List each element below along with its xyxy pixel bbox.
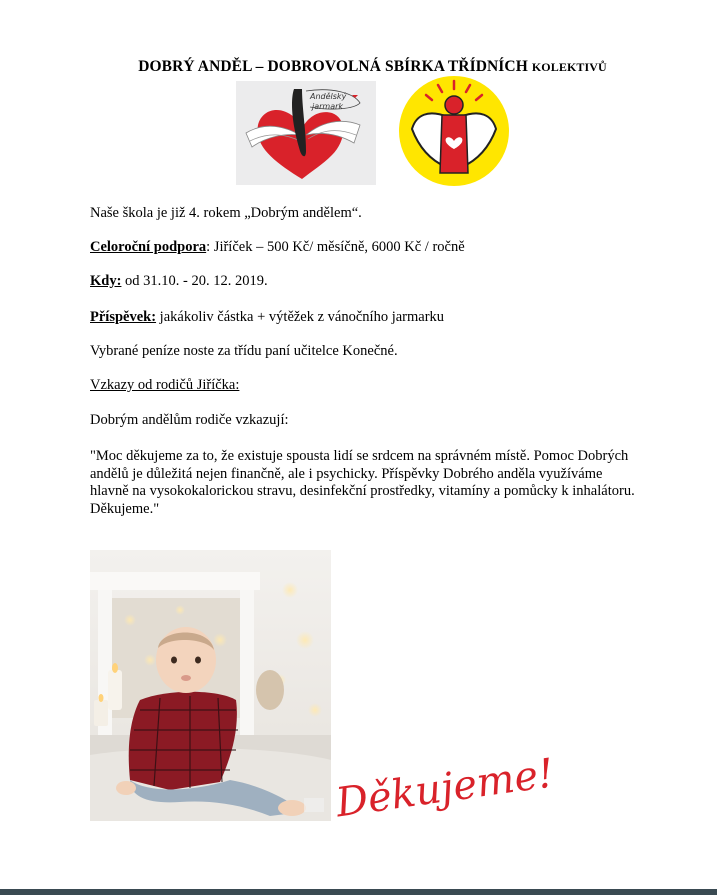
when-text: od 31.10. - 20. 12. 2019. bbox=[121, 273, 268, 289]
child-photo-image bbox=[90, 550, 331, 821]
svg-text:Andělský: Andělský bbox=[310, 92, 347, 101]
support-label: Celoroční podpora bbox=[90, 239, 207, 255]
messages-intro: Dobrým andělům rodiče vzkazují: bbox=[90, 412, 289, 428]
heart-wings-icon bbox=[236, 81, 376, 185]
document-title bbox=[0, 58, 717, 76]
angel-market-logo bbox=[236, 81, 376, 185]
quote-line: Děkujeme." bbox=[90, 500, 160, 517]
angel-icon bbox=[398, 75, 510, 187]
when-paragraph bbox=[90, 273, 268, 290]
svg-text:Děkujeme!: Děkujeme! bbox=[333, 750, 557, 825]
messages-heading: Vzkazy od rodičů Jiříčka: bbox=[90, 377, 240, 393]
child-photo bbox=[90, 550, 331, 821]
good-angel-logo bbox=[398, 75, 510, 187]
bottom-bar bbox=[0, 889, 717, 895]
support-paragraph bbox=[90, 239, 465, 256]
intro-paragraph: Naše škola je již 4. rokem „Dobrým andělem“. bbox=[90, 205, 362, 221]
quote-line: hlavně na vysokokalorickou stravu, desinfekční prostředky, vitamíny a pomůcky k inhalátoru. bbox=[90, 483, 635, 499]
quote-line: andělů je důležitá nejen finančně, ale i psychicky. Příspěvky Dobrého anděla využíváme bbox=[90, 465, 603, 482]
parents-quote bbox=[90, 448, 670, 518]
thanks-script-image bbox=[330, 720, 560, 825]
support-text: : Jiříček – 500 Kč/ měsíčně, 6000 Kč / ročně bbox=[206, 239, 465, 255]
contribution-label: Příspěvek: bbox=[90, 309, 157, 325]
contribution-text: jakákoliv částka + výtěžek z vánočního jarmarku bbox=[156, 309, 445, 325]
contribution-paragraph bbox=[90, 309, 444, 326]
svg-text:jarmark: jarmark bbox=[312, 102, 344, 111]
quote-line: "Moc děkujeme za to, že existuje spousta lidí se srdcem na správném místě. Pomoc Dobrých bbox=[90, 448, 629, 464]
thanks-handwriting bbox=[330, 720, 560, 825]
collection-paragraph: Vybrané peníze noste za třídu paní učitelce Konečné. bbox=[90, 343, 398, 359]
when-label: Kdy: bbox=[90, 273, 122, 289]
title-tail: KOLEKTIVŮ bbox=[531, 60, 607, 74]
title-main: DOBRÝ ANDĚL – DOBROVOLNÁ SBÍRKA TŘÍDNÍCH bbox=[138, 58, 528, 75]
